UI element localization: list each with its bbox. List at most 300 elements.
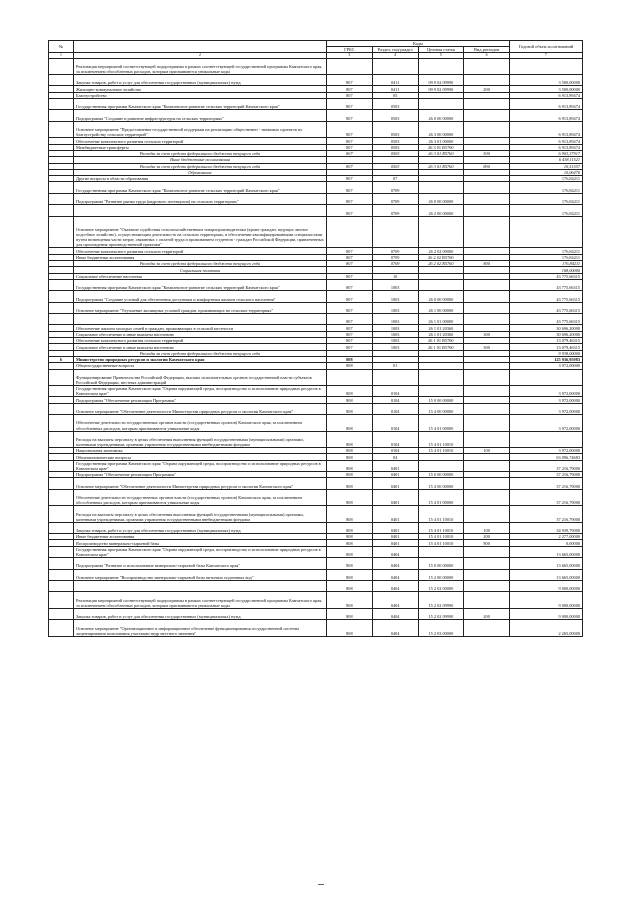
row-number <box>49 369 74 386</box>
col-index-6: 6 <box>464 53 510 58</box>
row-expense-type <box>464 431 510 448</box>
row-section: 1003 <box>372 302 418 313</box>
row-section: 0411 <box>372 75 418 86</box>
row-number <box>49 522 74 533</box>
row-number <box>49 386 74 397</box>
table-row <box>49 522 583 533</box>
row-number <box>49 182 74 193</box>
row-expense-type: 200 <box>464 86 510 92</box>
row-amount: 13 665,00000 <box>510 558 583 569</box>
row-grbs: 807 <box>327 302 373 313</box>
row-amount <box>510 58 583 75</box>
row-amount: 37 216,79000 <box>510 506 583 523</box>
row-amount: 3 500,00000 <box>510 75 583 86</box>
row-grbs: 808 <box>327 356 373 362</box>
table-row <box>49 314 583 325</box>
row-name: Расходы на выплаты персоналу в целях обеспечения выполнения функций государственными (муниципальными) органами, казенными учреждениями, органами управления государственными внебюджетными фондами <box>74 506 327 523</box>
row-name: Социальная политика <box>74 267 327 273</box>
row-number <box>49 489 74 506</box>
row-expense-type: 200 <box>464 608 510 619</box>
row-article: 15 4 01 00000 <box>418 415 464 432</box>
row-name: Основное мероприятие "Обеспечение деятельности Министерства природных ресурсов и экологии Камчатского края" <box>74 478 327 489</box>
row-number <box>49 193 74 204</box>
row-article: 26 2 00 00000 <box>418 205 464 216</box>
row-name: Образование <box>74 169 327 175</box>
row-name: Иные бюджетные ассигнования <box>74 157 327 163</box>
row-article: 15 4 01 10010 <box>418 506 464 523</box>
row-name: Подпрограмма "Обеспечение реализации Программы" <box>74 397 327 403</box>
row-section: 0503 <box>372 121 418 138</box>
row-article: 26 2 02 R5760 <box>418 254 464 260</box>
row-name: Обеспечение комплексного развития сельских территорий <box>74 138 327 144</box>
row-grbs: 808 <box>327 472 373 478</box>
row-section: 0401 <box>372 489 418 506</box>
row-amount: 125 936,95983 <box>510 356 583 362</box>
row-name: Подпрограмма "Развитие рынка труда (кадрового потенциала) на сельских территориях" <box>74 193 327 204</box>
row-article: 26 2 02 R5760 <box>418 261 464 267</box>
row-amount: 9 938,00000 <box>510 350 583 356</box>
row-grbs: 808 <box>327 397 373 403</box>
row-article <box>418 182 464 193</box>
col-header-article: Целевая статья <box>418 47 464 53</box>
row-expense-type <box>464 99 510 110</box>
row-name: Обеспечение комплексного развития сельских территорий <box>74 338 327 344</box>
row-number <box>49 58 74 75</box>
row-article: 09 9 02 09990 <box>418 86 464 92</box>
row-expense-type <box>464 460 510 471</box>
row-article: 26 1 01 00000 <box>418 314 464 325</box>
row-number <box>49 460 74 471</box>
col-index-1: 1 <box>49 53 74 58</box>
row-section: 1003 <box>372 279 418 290</box>
row-section: 0503 <box>372 110 418 121</box>
row-expense-type <box>464 75 510 86</box>
row-amount: 9 000,00000 <box>510 608 583 619</box>
row-name: Подпрограмма "Создание условий для обеспечения доступным и комфортным жильем сельского населения" <box>74 291 327 302</box>
row-amount: 176,84211 <box>510 261 583 267</box>
row-expense-type <box>464 279 510 290</box>
row-grbs: 807 <box>327 325 373 331</box>
table-row <box>49 506 583 523</box>
row-article <box>418 369 464 386</box>
row-name: Социальное обеспечение и иные выплаты населению <box>74 344 327 350</box>
row-expense-type <box>464 415 510 432</box>
row-grbs: 807 <box>327 144 373 150</box>
row-name: Общегосударственные вопросы <box>74 363 327 369</box>
row-grbs: 808 <box>327 478 373 489</box>
row-number <box>49 478 74 489</box>
row-section: 0104 <box>372 397 418 403</box>
row-name: Расходы за счет средств федерального бюджета текущего года <box>74 163 327 169</box>
row-grbs: 807 <box>327 291 373 302</box>
col-header-no: № <box>49 41 74 53</box>
row-amount: 43 775,66315 <box>510 273 583 279</box>
row-expense-type: 200 <box>464 534 510 540</box>
row-section: 0401 <box>372 506 418 523</box>
row-amount: 6 438,11521 <box>510 157 583 163</box>
row-section: 0404 <box>372 558 418 569</box>
row-name: Расходы на выплаты персоналу в целях обеспечения выполнения функций государственными (муниципальными) органами, казенными учреждениями, органами управления государственными внебюджетными фондами <box>74 431 327 448</box>
row-article: 26 0 00 00000 <box>418 291 464 302</box>
col-index-2: 2 <box>74 53 327 58</box>
row-number <box>49 291 74 302</box>
row-section: 1003 <box>372 314 418 325</box>
table-row <box>49 58 583 75</box>
row-name: Другие вопросы в области образования <box>74 176 327 182</box>
row-number <box>49 608 74 619</box>
row-name <box>74 314 327 325</box>
row-grbs: 807 <box>327 138 373 144</box>
row-name: Основное мероприятие "Обеспечение деятельности Министерства природных ресурсов и экологии Камчатского края" <box>74 403 327 414</box>
row-name: Расходы за счет средств федерального бюджета текущего года <box>74 350 327 356</box>
row-expense-type <box>464 121 510 138</box>
row-section: 0104 <box>372 386 418 397</box>
table-row <box>49 369 583 386</box>
row-amount: 6 913,89474 <box>510 99 583 110</box>
col-index-7: 7 <box>510 53 583 58</box>
row-grbs: 807 <box>327 193 373 204</box>
row-name: Подпрограмма "Обеспечение реализации Программы" <box>74 472 327 478</box>
row-grbs: 807 <box>327 110 373 121</box>
table-row <box>49 99 583 110</box>
row-number <box>49 546 74 557</box>
row-number <box>49 431 74 448</box>
table-row <box>49 403 583 414</box>
row-section: 0104 <box>372 415 418 432</box>
row-section <box>372 58 418 75</box>
row-article: 15 2 00 00000 <box>418 569 464 580</box>
row-section: 0404 <box>372 546 418 557</box>
row-name: Социальное обеспечение и иные выплаты населению <box>74 331 327 337</box>
row-grbs: 808 <box>327 363 373 369</box>
table-row <box>49 431 583 448</box>
row-amount: 176,84211 <box>510 182 583 193</box>
row-section: 07 <box>372 176 418 182</box>
row-amount: 3 972,00000 <box>510 386 583 397</box>
row-name <box>74 580 327 591</box>
row-article: 26 0 00 00000 <box>418 110 464 121</box>
row-section: 0709 <box>372 261 418 267</box>
row-name: Основное мероприятие "Воспроизводство минерально-сырьевой базы питьевых подземных вод" <box>74 569 327 580</box>
row-article: 15 0 00 00000 <box>418 558 464 569</box>
row-name: Реализация мероприятий соответствующей подпрограммы в рамках соответствующей государственной программы Камчатского края, за исключением обособленных расходов, которым присваиваются уникальные коды <box>74 58 327 75</box>
row-expense-type <box>464 182 510 193</box>
row-name: Обеспечение жильем молодых семей и граждан, проживающих в сельской местности <box>74 325 327 331</box>
table-row <box>49 460 583 471</box>
row-name: Обеспечение деятельности государственных органов власти (государственных органов) Камчатского края, за исключением обособленных расходов, которым присваиваются уникальные коды <box>74 489 327 506</box>
row-section: 0503 <box>372 138 418 144</box>
table-row <box>49 205 583 216</box>
row-name: Государственная программа Камчатского края "Охрана окружающей среды, воспроизводство и использование природных ресурсов в Камчатском крае" <box>74 546 327 557</box>
row-section: 0401 <box>372 540 418 546</box>
row-number <box>49 592 74 609</box>
row-name: Министерство природных ресурсов и экологии Камчатского края <box>74 356 327 362</box>
row-article: 15 4 00 00000 <box>418 478 464 489</box>
row-expense-type <box>464 386 510 397</box>
row-expense-type: 800 <box>464 540 510 546</box>
row-expense-type <box>464 302 510 313</box>
row-grbs: 807 <box>327 163 373 169</box>
table-row <box>49 592 583 609</box>
row-article: 15 4 01 10010 <box>418 522 464 533</box>
row-name: Государственная программа Камчатского края "Охрана окружающей среды, воспроизводство и использование природных ресурсов в Камчатском крае" <box>74 460 327 471</box>
row-expense-type: 800 <box>464 163 510 169</box>
row-section: 1003 <box>372 331 418 337</box>
row-amount: 6 913,89474 <box>510 92 583 98</box>
row-article: 26 1 01 R5760 <box>418 338 464 344</box>
row-grbs: 807 <box>327 261 373 267</box>
row-name: Подпрограмма "Создание и развитие инфраструктуры на сельских территориях" <box>74 110 327 121</box>
row-amount: 43 775,66315 <box>510 279 583 290</box>
row-grbs: 808 <box>327 506 373 523</box>
col-header-expense-type: Вид расходов <box>464 47 510 53</box>
table-row <box>49 386 583 397</box>
row-grbs: 807 <box>327 150 373 156</box>
row-section: 0104 <box>372 448 418 454</box>
table-row <box>49 558 583 569</box>
row-grbs: 807 <box>327 92 373 98</box>
row-expense-type <box>464 291 510 302</box>
row-amount: 13 665,00000 <box>510 546 583 557</box>
row-name <box>74 205 327 216</box>
row-amount: 43 775,66315 <box>510 314 583 325</box>
row-grbs: 807 <box>327 279 373 290</box>
row-article: 15 4 01 10010 <box>418 448 464 454</box>
row-name: Подпрограмма "Развитие и использование минерально-сырьевой базы Камчатского края" <box>74 558 327 569</box>
row-amount: 10,51557 <box>510 163 583 169</box>
budget-table-sheet <box>48 40 583 637</box>
row-grbs: 808 <box>327 431 373 448</box>
row-number <box>49 302 74 313</box>
row-name: Закупка товаров, работ и услуг для обеспечения государственных (муниципальных) нужд <box>74 75 327 86</box>
row-grbs: 808 <box>327 580 373 591</box>
row-name: Межбюджетные трансферты <box>74 144 327 150</box>
row-article: 26 0 00 00000 <box>418 193 464 204</box>
row-expense-type <box>464 403 510 414</box>
row-number <box>49 205 74 216</box>
row-expense-type <box>464 558 510 569</box>
table-row <box>49 75 583 86</box>
row-amount: 3 972,00000 <box>510 397 583 403</box>
row-section: 0104 <box>372 431 418 448</box>
table-row <box>49 182 583 193</box>
row-name: Расходы за счет средств федерального бюджета текущего года <box>74 150 327 156</box>
col-index-4: 4 <box>372 53 418 58</box>
row-grbs: 808 <box>327 454 373 460</box>
row-section <box>372 216 418 248</box>
row-number: 6 <box>49 356 74 362</box>
row-name: Общеэкономические вопросы <box>74 454 327 460</box>
col-header-grbs: ГРБС <box>327 47 373 53</box>
row-expense-type <box>464 489 510 506</box>
row-amount <box>510 431 583 448</box>
table-row <box>49 121 583 138</box>
row-article: 26 1 01 20360 <box>418 331 464 337</box>
row-expense-type: 800 <box>464 261 510 267</box>
row-section: 0709 <box>372 182 418 193</box>
row-expense-type <box>464 205 510 216</box>
row-grbs: 807 <box>327 254 373 260</box>
row-expense-type <box>464 314 510 325</box>
row-grbs: 807 <box>327 182 373 193</box>
row-grbs: 808 <box>327 558 373 569</box>
row-section: 01 <box>372 363 418 369</box>
row-article: 15 4 00 00000 <box>418 403 464 414</box>
row-grbs: 808 <box>327 569 373 580</box>
row-expense-type <box>464 216 510 248</box>
row-article: 26 3 01 R5760 <box>418 144 464 150</box>
row-expense-type: 500 <box>464 150 510 156</box>
row-grbs: 807 <box>327 205 373 216</box>
budget-allocation-table <box>48 40 583 637</box>
row-expense-type <box>464 580 510 591</box>
row-section: 0404 <box>372 620 418 637</box>
row-section: 05 <box>372 92 418 98</box>
table-row <box>49 580 583 591</box>
row-amount: 2 265,00000 <box>510 620 583 637</box>
row-amount: 3 972,00000 <box>510 363 583 369</box>
row-number <box>49 279 74 290</box>
row-section: 0709 <box>372 254 418 260</box>
row-expense-type <box>464 569 510 580</box>
row-name: Основное мероприятие "Предоставление государственной поддержки на реализацию общественно - значимых проектов по благоустройству сельских территорий" <box>74 121 327 138</box>
row-expense-type: 300 <box>464 331 510 337</box>
row-amount <box>510 369 583 386</box>
row-section: 1003 <box>372 344 418 350</box>
row-number <box>49 415 74 432</box>
row-section: 0401 <box>372 534 418 540</box>
table-row <box>49 110 583 121</box>
page-footer-mark <box>318 884 324 885</box>
table-row <box>49 489 583 506</box>
row-amount: 176,84211 <box>510 193 583 204</box>
row-grbs: 807 <box>327 273 373 279</box>
row-section: 0404 <box>372 592 418 609</box>
row-name: Государственная программа Камчатского края "Комплексное развитие сельских территорий Камчатского края" <box>74 182 327 193</box>
row-amount: 9 000,00000 <box>510 580 583 591</box>
table-body <box>49 58 583 636</box>
row-amount: 6 913,89474 <box>510 110 583 121</box>
row-amount: 176,84211 <box>510 205 583 216</box>
row-name: Социальное обеспечение населения <box>74 273 327 279</box>
row-section: 0503 <box>372 144 418 150</box>
table-row <box>49 608 583 619</box>
row-amount: 6 913,89474 <box>510 138 583 144</box>
row-name: Иные бюджетные ассигнования <box>74 534 327 540</box>
row-article: 26 3 00 00000 <box>418 121 464 138</box>
row-number <box>49 75 74 86</box>
row-section: 0503 <box>372 99 418 110</box>
row-amount: 3 972,00000 <box>510 403 583 414</box>
row-section: 0709 <box>372 248 418 254</box>
row-amount: 3 972,00000 <box>510 448 583 454</box>
row-article: 15 2 02 00000 <box>418 580 464 591</box>
row-grbs: 808 <box>327 403 373 414</box>
row-number <box>49 403 74 414</box>
row-section: 10 <box>372 273 418 279</box>
row-number <box>49 569 74 580</box>
row-article: 15 2 02 09990 <box>418 608 464 619</box>
row-expense-type <box>464 592 510 609</box>
row-grbs: 808 <box>327 386 373 397</box>
row-number <box>49 110 74 121</box>
row-grbs: 808 <box>327 620 373 637</box>
row-grbs: 807 <box>327 344 373 350</box>
row-section: 0503 <box>372 163 418 169</box>
row-grbs: 808 <box>327 592 373 609</box>
row-amount: 0,00000 <box>510 540 583 546</box>
table-row <box>49 216 583 248</box>
row-article: 15 4 01 10010 <box>418 431 464 448</box>
row-article: 09 9 02 09990 <box>418 75 464 86</box>
row-expense-type <box>464 478 510 489</box>
row-grbs: 807 <box>327 75 373 86</box>
row-article: 15 4 01 10010 <box>418 534 464 540</box>
row-number <box>49 99 74 110</box>
row-name: Воспроизводство минерально-сырьевой базы <box>74 540 327 546</box>
row-expense-type: 100 <box>464 448 510 454</box>
row-amount: 37 216,79000 <box>510 472 583 478</box>
row-name: Функционирование Правительства Российской Федерации, высших исполнительных органов государственной власти субъектов Российской Федерации, местных администраций <box>74 369 327 386</box>
row-expense-type <box>464 620 510 637</box>
row-amount: 9 000,00000 <box>510 592 583 609</box>
row-expense-type: 300 <box>464 344 510 350</box>
row-amount: 37 216,79000 <box>510 478 583 489</box>
row-amount: 13 665,00000 <box>510 569 583 580</box>
row-article <box>418 460 464 471</box>
row-article: 26 3 01 00000 <box>418 138 464 144</box>
row-amount: 176,84211 <box>510 248 583 254</box>
row-amount: 6 913,89474 <box>510 144 583 150</box>
row-amount: 13 079,46315 <box>510 344 583 350</box>
row-amount: 63 096,74683 <box>510 454 583 460</box>
row-section: 0709 <box>372 205 418 216</box>
row-amount: 10,06476 <box>510 169 583 175</box>
row-grbs: 807 <box>327 121 373 138</box>
table-row <box>49 478 583 489</box>
row-article: 15 4 01 10010 <box>418 540 464 546</box>
row-amount: 43 775,66315 <box>510 302 583 313</box>
col-index-5: 5 <box>418 53 464 58</box>
table-row <box>49 415 583 432</box>
row-grbs: 808 <box>327 608 373 619</box>
row-section: 0503 <box>372 150 418 156</box>
row-section: 0401 <box>372 472 418 478</box>
table-row <box>49 546 583 557</box>
row-grbs: 807 <box>327 86 373 92</box>
row-amount: 6 903,37917 <box>510 150 583 156</box>
row-grbs: 808 <box>327 546 373 557</box>
row-amount: 30 696,20000 <box>510 331 583 337</box>
row-amount: 176,84211 <box>510 254 583 260</box>
row-grbs: 807 <box>327 314 373 325</box>
row-name: Государственная программа Камчатского края "Комплексное развитие сельских территорий Камчатского края" <box>74 99 327 110</box>
row-name: Иные бюджетные ассигнования <box>74 254 327 260</box>
row-section: 0404 <box>372 608 418 619</box>
table-row <box>49 620 583 637</box>
row-name: Национальная экономика <box>74 448 327 454</box>
row-article: 15 2 02 09990 <box>418 592 464 609</box>
row-section: 0709 <box>372 193 418 204</box>
row-grbs: 807 <box>327 176 373 182</box>
row-section: 1003 <box>372 291 418 302</box>
row-number <box>49 314 74 325</box>
row-article: 15 0 00 00000 <box>418 472 464 478</box>
row-name: Закупка товаров, работ и услуг для обеспечения государственных (муниципальных) нужд <box>74 608 327 619</box>
row-section: 1003 <box>372 338 418 344</box>
row-name: Государственная программа Камчатского края "Комплексное развитие сельских территорий Камчатского края" <box>74 279 327 290</box>
row-grbs: 808 <box>327 460 373 471</box>
